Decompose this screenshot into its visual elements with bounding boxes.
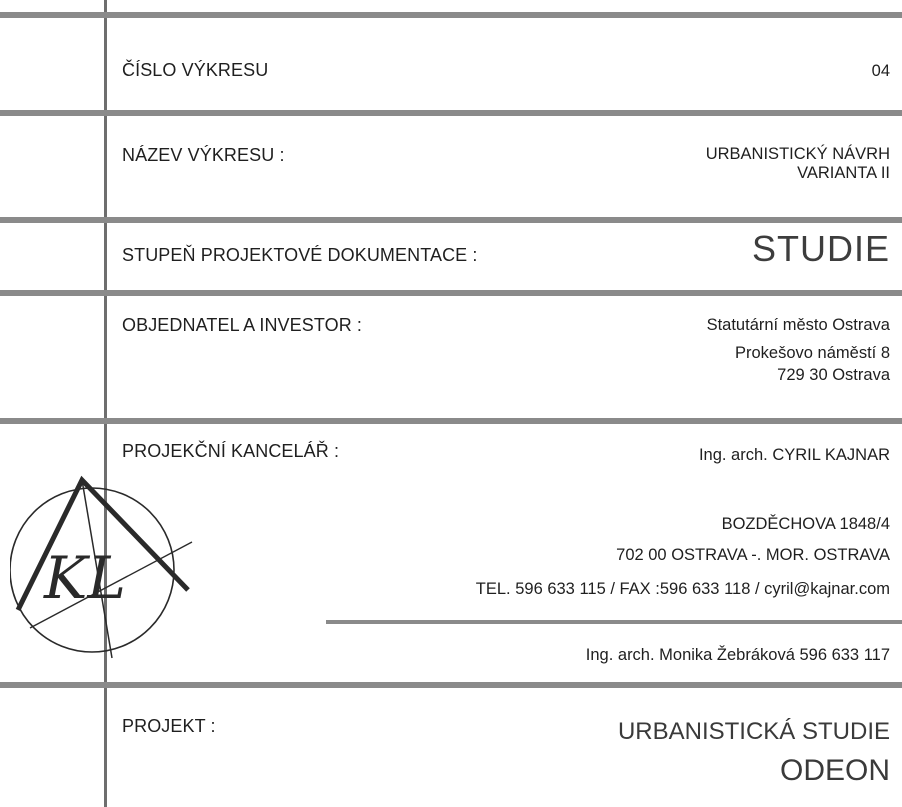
drawing-name-label: NÁZEV VÝKRESU :: [122, 145, 285, 165]
row-divider: [0, 290, 902, 296]
project-label: PROJEKT :: [122, 716, 216, 736]
office-street: BOZDĚCHOVA 1848/4: [721, 515, 890, 533]
row-divider: [0, 12, 902, 18]
row-divider: [0, 682, 902, 688]
stage-label: STUPEŇ PROJEKTOVÉ DOKUMENTACE :: [122, 245, 478, 265]
inner-divider: [326, 620, 902, 624]
client-city: 729 30 Ostrava: [777, 366, 890, 384]
stage-value: STUDIE: [751, 228, 890, 269]
project-line2: ODEON: [779, 754, 890, 787]
logo-letters: KL: [44, 544, 126, 612]
drawing-number-value: 04: [871, 62, 890, 80]
drawing-number-label: ČÍSLO VÝKRESU: [122, 60, 269, 80]
drawing-name-line2: VARIANTA II: [797, 164, 890, 182]
project-line1: URBANISTICKÁ STUDIE: [617, 718, 890, 745]
drawing-name-line1: URBANISTICKÝ NÁVRH: [705, 145, 890, 163]
office-city: 702 00 OSTRAVA -. MOR. OSTRAVA: [616, 546, 890, 564]
office-contact: TEL. 596 633 115 / FAX :596 633 118 / cyril@kajnar.com: [475, 580, 890, 598]
row-divider: [0, 217, 902, 223]
row-divider: [0, 418, 902, 424]
office-second-architect: Ing. arch. Monika Žebráková 596 633 117: [585, 646, 890, 664]
client-name: Statutární město Ostrava: [706, 316, 890, 334]
kajnar-logo-icon: [10, 460, 200, 670]
office-label: PROJEKČNÍ KANCELÁŘ :: [122, 441, 340, 461]
office-architect: Ing. arch. CYRIL KAJNAR: [698, 446, 890, 464]
client-street: Prokešovo náměstí 8: [735, 344, 890, 362]
client-label: OBJEDNATEL A INVESTOR :: [122, 315, 363, 335]
row-divider: [0, 110, 902, 116]
